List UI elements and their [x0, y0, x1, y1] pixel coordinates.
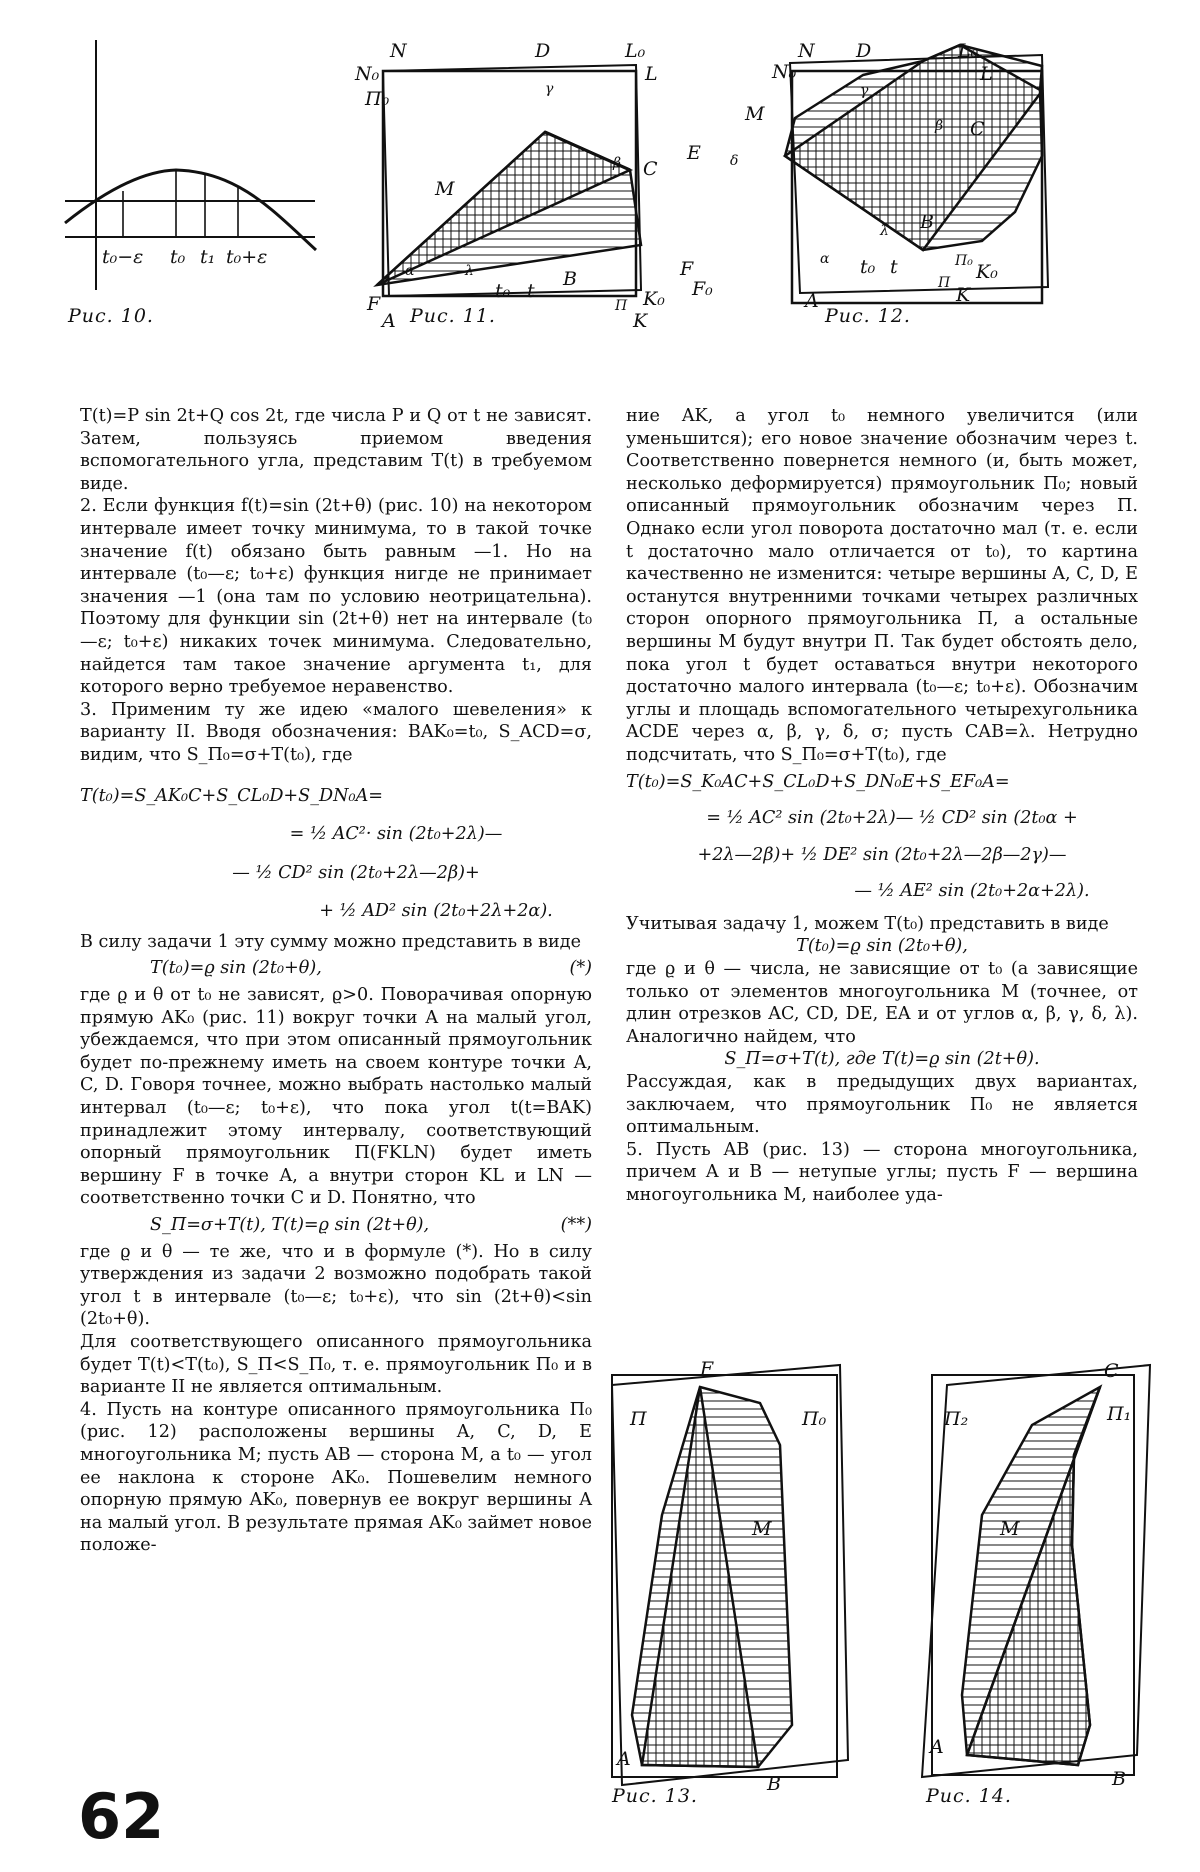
f11-beta: β	[613, 155, 622, 171]
paragraph: где ϱ и θ — числа, не зависящие от t₀ (а зависящие только от элементов многоугольника M (точнее, от длин отрезков AC, CD, DE, EA и от углов α, β, γ, δ, λ). Аналогично найдем, что	[626, 959, 1138, 1047]
formula-rho: T(t₀)=ϱ sin (2t₀+θ),	[796, 936, 968, 957]
figure-10	[60, 35, 320, 365]
equation-body: S_Π=σ+T(t), T(t)=ϱ sin (2t+θ),	[150, 1215, 430, 1235]
figure-11-caption: Рис. 11.	[410, 305, 496, 327]
f12-K: K	[956, 284, 971, 306]
f11-t0: t₀	[495, 280, 511, 302]
f11-C: C	[643, 158, 658, 180]
f11-K0: K₀	[643, 288, 665, 310]
f11-A: A	[382, 310, 396, 332]
f12-F0: F₀	[692, 278, 713, 300]
equation-tag: (*)	[569, 958, 592, 979]
f13-B: B	[767, 1773, 781, 1795]
f12-E: E	[687, 142, 701, 164]
f12-Pi0: Π₀	[955, 253, 973, 269]
label-t0-minus-eps: t₀−ε	[102, 246, 144, 268]
f13-Pi: Π	[630, 1408, 647, 1430]
figure-13-caption: Рис. 13.	[612, 1785, 698, 1807]
f13-A: A	[617, 1748, 631, 1770]
f12-B: B	[920, 211, 934, 233]
f13-M: M	[752, 1518, 772, 1540]
f12-N0: N₀	[772, 61, 797, 83]
formula-line-3: + ½ AD² sin (2t₀+2λ+2α).	[319, 901, 553, 922]
figure-12-caption: Рис. 12.	[825, 305, 911, 327]
paragraph-item-5: 5. Пусть AB (рис. 13) — сторона многоугольника, причем A и B — нетупые углы; пусть F — вершина многоугольника M, наиболее уда-	[626, 1139, 1138, 1205]
label-t0-plus-eps: t₀+ε	[226, 246, 268, 268]
f13-Pi0: Π₀	[802, 1408, 827, 1430]
f12-C: C	[970, 118, 985, 140]
f11-N0: N₀	[355, 63, 380, 85]
f11-K: K	[633, 310, 648, 332]
formula-line-2: +2λ—2β)+ ½ DE² sin (2t₀+2λ—2β—2γ)—	[697, 844, 1067, 865]
f14-Pi2: Π₂	[944, 1408, 969, 1430]
f11-N: N	[390, 40, 407, 62]
formula-line-3: — ½ AE² sin (2t₀+2α+2λ).	[854, 881, 1090, 902]
equation-tag: (**)	[560, 1215, 592, 1235]
f14-A: A	[930, 1736, 944, 1758]
f11-L: L	[645, 63, 658, 85]
equation-body: T(t₀)=ϱ sin (2t₀+θ),	[150, 958, 322, 979]
figure-13	[612, 1358, 872, 1820]
f12-A: A	[805, 290, 819, 312]
formula-line-1: = ½ AC² sin (2t₀+2λ)— ½ CD² sin (2t₀α +	[706, 808, 1078, 829]
f12-lambda: λ	[880, 223, 889, 239]
formula-T-t0: T(t₀)=S_AK₀C+S_CL₀D+S_DN₀A=	[80, 785, 384, 806]
f14-Pi1: Π₁	[1107, 1403, 1132, 1425]
right-column	[626, 405, 1138, 1207]
f13-F: F	[700, 1358, 714, 1380]
formula-S-pi: S_Π=σ+T(t), где T(t)=ϱ sin (2t+θ).	[724, 1049, 1040, 1070]
f14-B: B	[1112, 1768, 1126, 1790]
f11-lambda: λ	[465, 263, 474, 279]
f12-K0: K₀	[976, 261, 998, 283]
paragraph: ние AK, а угол t₀ немного увеличится (или уменьшится); его новое значение обозначим через t. Соответственно повернется немного (и, быть может, несколько деформируется) прямоугольник Π₀; новый описанный прямоугольник обозначим через Π. Однако если угол поворота достаточно мал (т. е. если t достаточно мало отличается от t₀), то картина качественно не изменится: четыре вершины A, C, D, E останутся внутренними точками четырех различных сторон опорного прямоугольника Π, а остальные вершины M будут внутри Π. Так будет обстоять дело, пока угол t будет оставаться внутри некоторого достаточно малого интервала (t₀—ε; t₀+ε). Обозначим углы и площадь вспомогательного четырехугольника ACDE через α, β, γ, δ, σ; пусть CAB=λ. Нетрудно подсчитать, что S_Π₀=σ+T(t₀), где	[626, 406, 1138, 765]
f11-F: F	[367, 293, 381, 315]
formula-T-t0: T(t₀)=S_K₀AC+S_CL₀D+S_DN₀E+S_EF₀A=	[626, 771, 1010, 792]
label-t0: t₀	[170, 246, 186, 268]
f11-alpha: α	[405, 263, 415, 279]
paragraph: где ϱ и θ от t₀ не зависят, ϱ>0. Поворачивая опорную прямую AK₀ (рис. 11) вокруг точки A на малый угол, убеждаемся, что при этом описанный прямоугольник будет по-прежнему иметь на своем контуре точки A, C, D. Говоря точнее, можно выбрать настолько малый интервал (t₀—ε; t₀+ε), что пока угол t(t=BAK) принадлежит этому интервалу, соответствующий опорный прямоугольник Π(FKLN) будет иметь вершину F в точке A, а внутри сторон KL и LN — соответственно точки C и D. Понятно, что	[80, 985, 592, 1209]
equation-star	[80, 957, 592, 980]
equation-double-star	[80, 1214, 592, 1237]
label-t1: t₁	[200, 246, 216, 268]
paragraph-item-4: 4. Пусть на контуре описанного прямоугольника Π₀ (рис. 12) расположены вершины A, C, D, E многоугольника M; пусть AB — сторона M, а t₀ — угол ее наклона к стороне AK₀. Пошевелим немного опорную прямую AK₀, повернув ее вокруг вершины A на малый угол. В результате прямая AK₀ займет новое положе-	[80, 1399, 592, 1556]
paragraph: где ϱ и θ — те же, что и в формуле (*). Но в силу утверждения из задачи 2 возможно подобрать такой угол t в интервале (t₀—ε; t₀+ε), что sin (2t+θ)<sin (2t₀+θ).	[80, 1241, 592, 1330]
f12-F: F	[680, 258, 694, 280]
f11-D: D	[535, 40, 551, 62]
paragraph: Учитывая задачу 1, можем T(t₀) представить в виде	[626, 913, 1109, 934]
figure-14-graph	[922, 1360, 1182, 1820]
figure-14	[922, 1360, 1182, 1820]
f14-M: M	[1000, 1518, 1020, 1540]
paragraph: Рассуждая, как в предыдущих двух вариантах, заключаем, что прямоугольник Π₀ не является оптимальным.	[626, 1072, 1138, 1138]
paragraph-item-2: 2. Если функция f(t)=sin (2t+θ) (рис. 10) на некотором интервале имеет точку минимума, то в такой точке значение f(t) обязано быть равным —1. Но на интервале (t₀—ε; t₀+ε) функция нигде не принимает значения —1 (она там по условию неотрицательна). Поэтому для функции sin (2t+θ) нет на интервале (t₀—ε; t₀+ε) никаких точек минимума. Следовательно, найдется там такое значение аргумента t₁, для которого верно требуемое неравенство.	[80, 496, 592, 698]
f12-N: N	[798, 40, 815, 62]
f12-L0: L₀	[958, 40, 979, 62]
formula-line-2: — ½ CD² sin (2t₀+2λ—2β)+	[232, 862, 480, 883]
f12-D: D	[856, 40, 872, 62]
f12-L: L	[980, 63, 993, 85]
f12-gamma: γ	[860, 83, 869, 99]
f12-M: M	[745, 103, 765, 125]
f12-delta: δ	[730, 153, 739, 169]
paragraph-item-3: 3. Применим ту же идею «малого шевеления» к варианту II. Вводя обозначения: BAK₀=t₀, S_ACD=σ, видим, что S_Π₀=σ+T(t₀), где	[80, 699, 592, 765]
f11-Pi0: Π₀	[365, 88, 390, 110]
f12-alpha: α	[820, 251, 830, 267]
paragraph: T(t)=P sin 2t+Q cos 2t, где числа P и Q от t не зависят. Затем, пользуясь приемом введения вспомогательного угла, представим T(t) в требуемом виде.	[80, 406, 592, 494]
page-number: 62	[78, 1780, 165, 1853]
f12-t0: t₀	[860, 256, 876, 278]
paragraph: В силу задачи 1 эту сумму можно представить в виде	[80, 931, 582, 952]
f12-beta: β	[935, 118, 944, 134]
f12-Pi: Π	[938, 275, 951, 291]
f11-B: B	[563, 268, 577, 290]
figure-11	[355, 35, 785, 365]
f11-gamma: γ	[545, 81, 554, 97]
paragraph: Для соответствующего описанного прямоугольника будет T(t)<T(t₀), S_Π<S_Π₀, т. е. прямоугольник Π₀ и в варианте II не является оптимальным.	[80, 1331, 592, 1398]
f11-t: t	[527, 280, 535, 302]
left-column	[80, 405, 592, 1557]
figure-14-caption: Рис. 14.	[926, 1785, 1012, 1807]
f14-C: C	[1104, 1360, 1119, 1382]
f11-Pi: Π	[615, 298, 628, 314]
figure-10-caption: Рис. 10.	[68, 305, 154, 327]
figure-13-graph	[612, 1358, 872, 1820]
f11-L0: L₀	[625, 40, 646, 62]
formula-line-1: = ½ AC²· sin (2t₀+2λ)—	[289, 824, 503, 845]
f12-t: t	[890, 256, 898, 278]
f11-M: M	[435, 178, 455, 200]
figure-12	[680, 35, 1190, 365]
